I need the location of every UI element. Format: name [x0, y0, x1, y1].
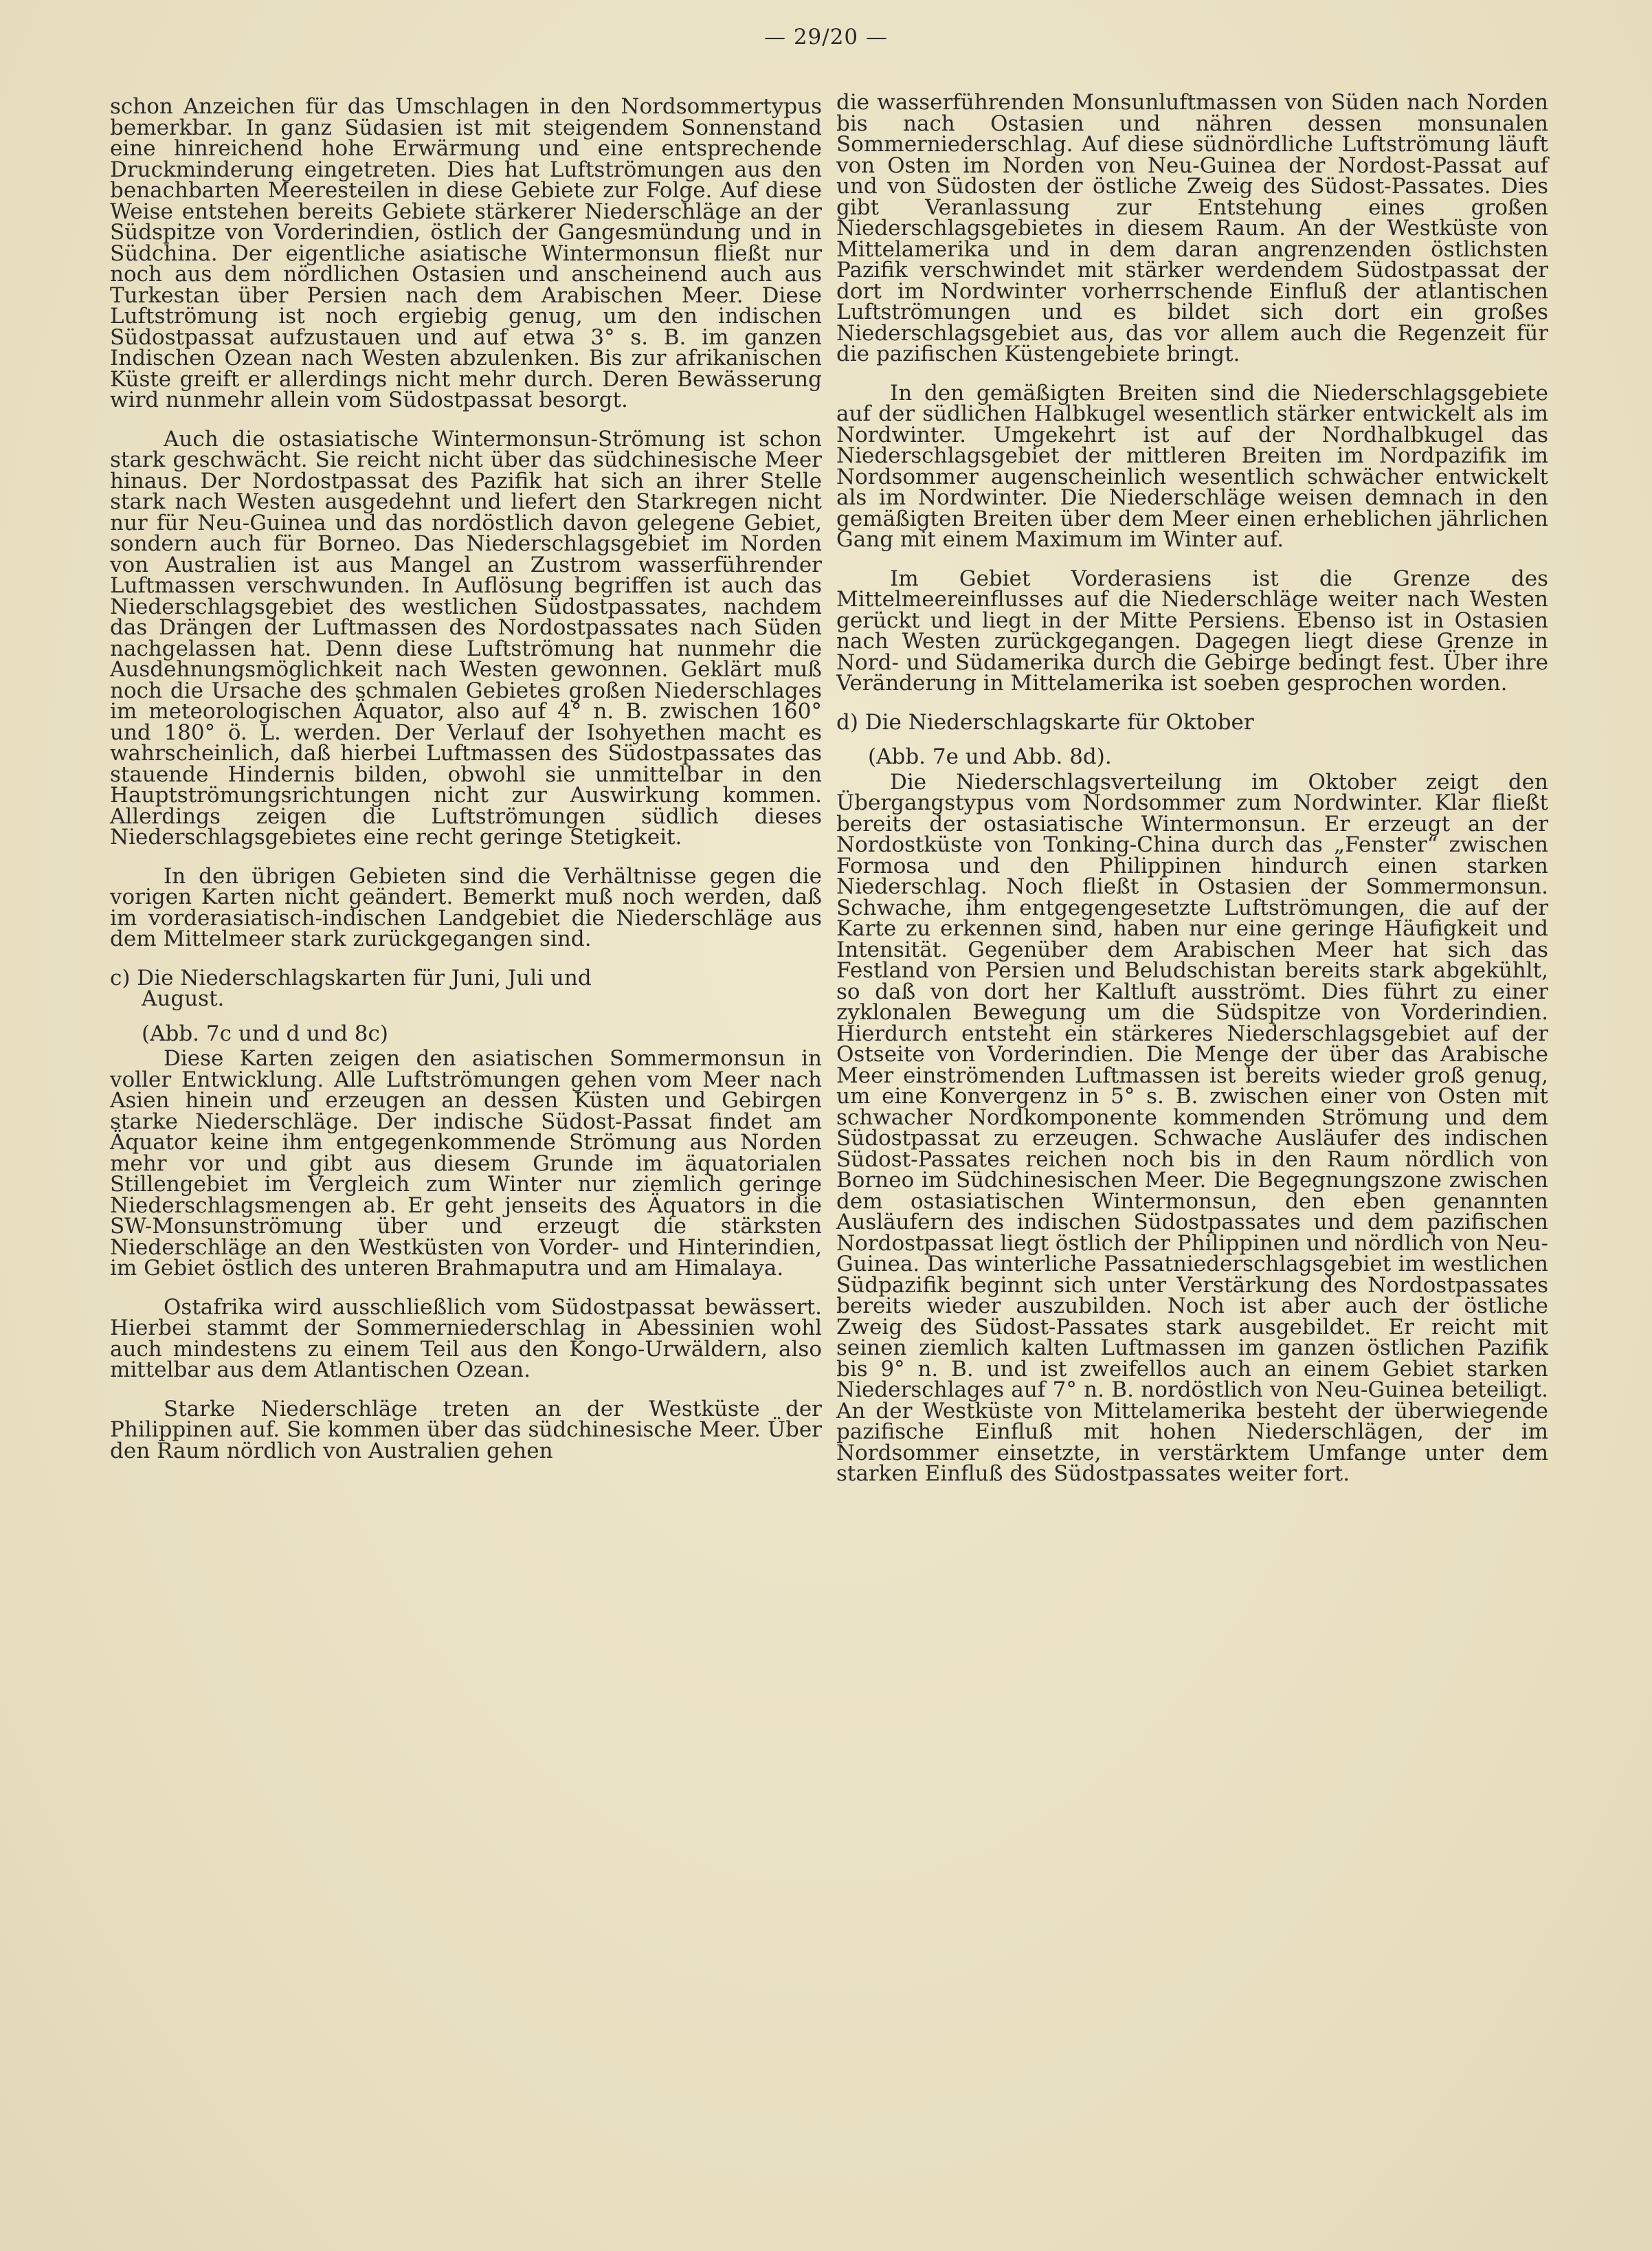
left-column: [110, 96, 822, 1479]
paragraph: die wasserführenden Monsunluftmassen von Süden nach Norden bis nach Ostasien und nähren dessen monsunalen Sommerniederschlag. Auf diese südnördliche Luftströmung läuft von Osten im Norden von Neu-Guinea der Nordost-Passat auf und von Südosten der östliche Zweig des Südost-Passates. Dies gibt Veranlassung zur Entstehung eines großen Niederschlagsgebietes in diesem Raum. An der Westküste von Mittelamerika und in dem daran angrenzenden östlichsten Pazifik verschwindet mit stärker werdendem Südostpassat der dort im Nordwinter vorherrschende Einfluß der atlantischen Luftströmungen und es bildet sich dort ein großes Niederschlagsgebiet aus, das vor allem auch die Regenzeit für die pazifischen Küstengebiete bringt.: [836, 90, 1548, 366]
paragraph: In den gemäßigten Breiten sind die Niederschlagsgebiete auf der südlichen Halbkugel wesentlich stärker entwickelt als im Nordwinter. Umgekehrt ist auf der Nordhalbkugel das Niederschlagsgebiet der mittleren Breiten im Nordpazifik im Nordsommer augenscheinlich wesentlich schwächer entwickelt als im Nordwinter. Die Niederschläge weisen demnach in den gemäßigten Breiten über dem Meer einen erheblichen jährlichen Gang mit einem Maximum im Winter auf.: [836, 380, 1548, 552]
section-heading-line: c) Die Niederschlagskarten für Juni, Juli und: [110, 965, 592, 990]
right-column: [836, 92, 1548, 1502]
section-heading-line: August.: [142, 986, 225, 1011]
paragraph: In den übrigen Gebieten sind die Verhältnisse gegen die vorigen Karten nicht geändert. Bemerkt muß noch werden, daß im vorderasiatisch-indischen Landgebiet die Niederschläge aus dem Mittelmeer stark zurückgegangen sind.: [110, 863, 822, 951]
paragraph: Auch die ostasiatische Wintermonsun-Strömung ist schon stark geschwächt. Sie reicht nicht über das südchinesische Meer hinaus. Der Nordostpassat des Pazifik hat sich an ihrer Stelle stark nach Westen ausgedehnt und liefert den Starkregen nicht nur für Neu-Guinea und das nordöstlich davon gelegene Gebiet, sondern auch für Borneo. Das Niederschlagsgebiet im Norden von Australien ist aus Mangel an Zustrom wasserführender Luftmassen verschwunden. In Auflösung begriffen ist auch das Niederschlagsgebiet des westlichen Südostpassates, nachdem das Drängen der Luftmassen des Nordostpassates nach Süden nachgelassen hat. Denn diese Luftströmung hat nunmehr die Ausdehnungsmöglichkeit nach Westen gewonnen. Geklärt muß noch die Ursache des schmalen Gebietes großen Niederschlages im meteorologischen Äquator, also auf 4° n. B. zwischen 160° und 180° ö. L. werden. Der Verlauf der Isohyethen macht es wahrscheinlich, daß hierbei Luftmassen des Südostpassates das stauende Hindernis bilden, obwohl sie unmittelbar in den Hauptströmungsrichtungen nicht zur Auswirkung kommen. Allerdings zeigen die Luftströmungen südlich dieses Niederschlagsgebietes eine recht geringe Stetigkeit.: [110, 426, 822, 850]
page-number: — 29/20 —: [763, 25, 889, 49]
paragraph: Starke Niederschläge treten an der Westküste der Philippinen auf. Sie kommen über das südchinesische Meer. Über den Raum nördlich von Australien gehen: [110, 1396, 822, 1463]
figure-reference: (Abb. 7c und d und 8c): [142, 1021, 388, 1046]
section-heading-c: [110, 965, 822, 1011]
paragraph: Die Niederschlagsverteilung im Oktober zeigt den Übergangstypus vom Nordsommer zum Nordwinter. Klar fließt bereits der ostasiatische Wintermonsun. Er erzeugt an der Nordostküste von Tonking-China durch das „Fenster“ zwischen Formosa und den Philippinen hindurch einen starken Niederschlag. Noch fließt in Ostasien der Sommermonsun. Schwache, ihm entgegengesetzte Luftströmungen, die auf der Karte zu erkennen sind, haben nur eine geringe Häufigkeit und Intensität. Gegenüber dem Arabischen Meer hat sich das Festland von Persien und Beludschistan bereits stark abgekühlt, so daß von dort her Kaltluft ausströmt. Dies führt zu einer zyklonalen Bewegung um die Südspitze von Vorderindien. Hierdurch entsteht ein stärkeres Niederschlagsgebiet auf der Ostseite von Vorderindien. Die Menge der über das Arabische Meer einströmenden Luftmassen ist bereits wieder groß genug, um eine Konvergenz in 5° s. B. zwischen einer von Osten mit schwacher Nordkomponente kommenden Strömung und dem Südostpassat zu erzeugen. Schwache Ausläufer des indischen Südost-Passates reichen noch bis in den Raum nördlich von Borneo im Südchinesischen Meer. Die Begegnungszone zwischen dem ostasiatischen Wintermonsun, den eben genannten Ausläufern des indischen Südostpassates und dem pazifischen Nordostpassat liegt östlich der Philippinen und nördlich von Neu-Guinea. Das winterliche Passatniederschlagsgebiet im westlichen Südpazifik beginnt sich unter Verstärkung des Nordostpassates bereits wieder auszubilden. Noch ist aber auch der östliche Zweig des Südost-Passates stark ausgebildet. Er reicht mit seinen ziemlich kalten Luftmassen im ganzen östlichen Pazifik bis 9° n. B. und ist zweifellos auch an einem Gebiet starken Niederschlages auf 7° n. B. nordöstlich von Neu-Guinea beteiligt. An der Westküste von Mittelamerika besteht der überwiegende pazifische Einfluß mit hohen Niederschlägen, der im Nordsommer einsetzte, in verstärktem Umfange unter dem starken Einfluß des Südostpassates weiter fort.: [836, 769, 1548, 1486]
figure-reference: (Abb. 7e und Abb. 8d).: [868, 744, 1112, 769]
paragraph: schon Anzeichen für das Umschlagen in den Nordsommertypus bemerkbar. In ganz Südasien ist mit steigendem Sonnenstand eine hinreichend hohe Erwärmung und eine entsprechende Druckminderung eingetreten. Dies hat Luftströmungen aus den benachbarten Meeresteilen in diese Gebiete zur Folge. Auf diese Weise entstehen bereits Gebiete stärkerer Niederschläge an der Südspitze von Vorderindien, östlich der Gangesmündung und in Südchina. Der eigentliche asiatische Wintermonsun fließt nur noch aus dem nördlichen Ostasien und anscheinend auch aus Turkestan über Persien nach dem Arabischen Meer. Diese Luftströmung ist noch ergiebig genug, um den indischen Südostpassat aufzustauen und auf etwa 3° s. B. im ganzen Indischen Ozean nach Westen abzulenken. Bis zur afrikanischen Küste greift er allerdings nicht mehr durch. Deren Bewässerung wird nunmehr allein vom Südostpassat besorgt.: [110, 94, 822, 412]
paragraph: Ostafrika wird ausschließlich vom Südostpassat bewässert. Hierbei stammt der Sommerniederschlag in Abessinien wohl auch mindestens zu einem Teil aus den Kongo-Urwäldern, also mittelbar aus dem Atlantischen Ozean.: [110, 1294, 822, 1382]
paragraph: Diese Karten zeigen den asiatischen Sommermonsun in voller Entwicklung. Alle Luftströmungen gehen vom Meer nach Asien hinein und erzeugen an dessen Küsten und Gebirgen starke Niederschläge. Der indische Südost-Passat findet am Äquator keine ihm entgegenkommende Strömung aus Norden mehr vor und gibt aus diesem Grunde im äquatorialen Stillengebiet im Vergleich zum Winter nur ziemlich geringe Niederschlagsmengen ab. Er geht jenseits des Äquators in die SW-Monsunströmung über und erzeugt die stärksten Niederschläge an den Westküsten von Vorder- und Hinterindien, im Gebiet östlich des unteren Brahmaputra und am Himalaya.: [110, 1046, 822, 1280]
section-heading-d: d) Die Niederschlagskarte für Oktober: [836, 709, 1254, 735]
paragraph: Im Gebiet Vorderasiens ist die Grenze des Mittelmeereinflusses auf die Niederschläge weiter nach Westen gerückt und liegt in der Mitte Persiens. Ebenso ist in Ostasien nach Westen zurückgegangen. Dagegen liegt diese Grenze in Nord- und Südamerika durch die Gebirge bedingt fest. Über ihre Veränderung in Mittelamerika ist soeben gesprochen worden.: [836, 566, 1548, 696]
